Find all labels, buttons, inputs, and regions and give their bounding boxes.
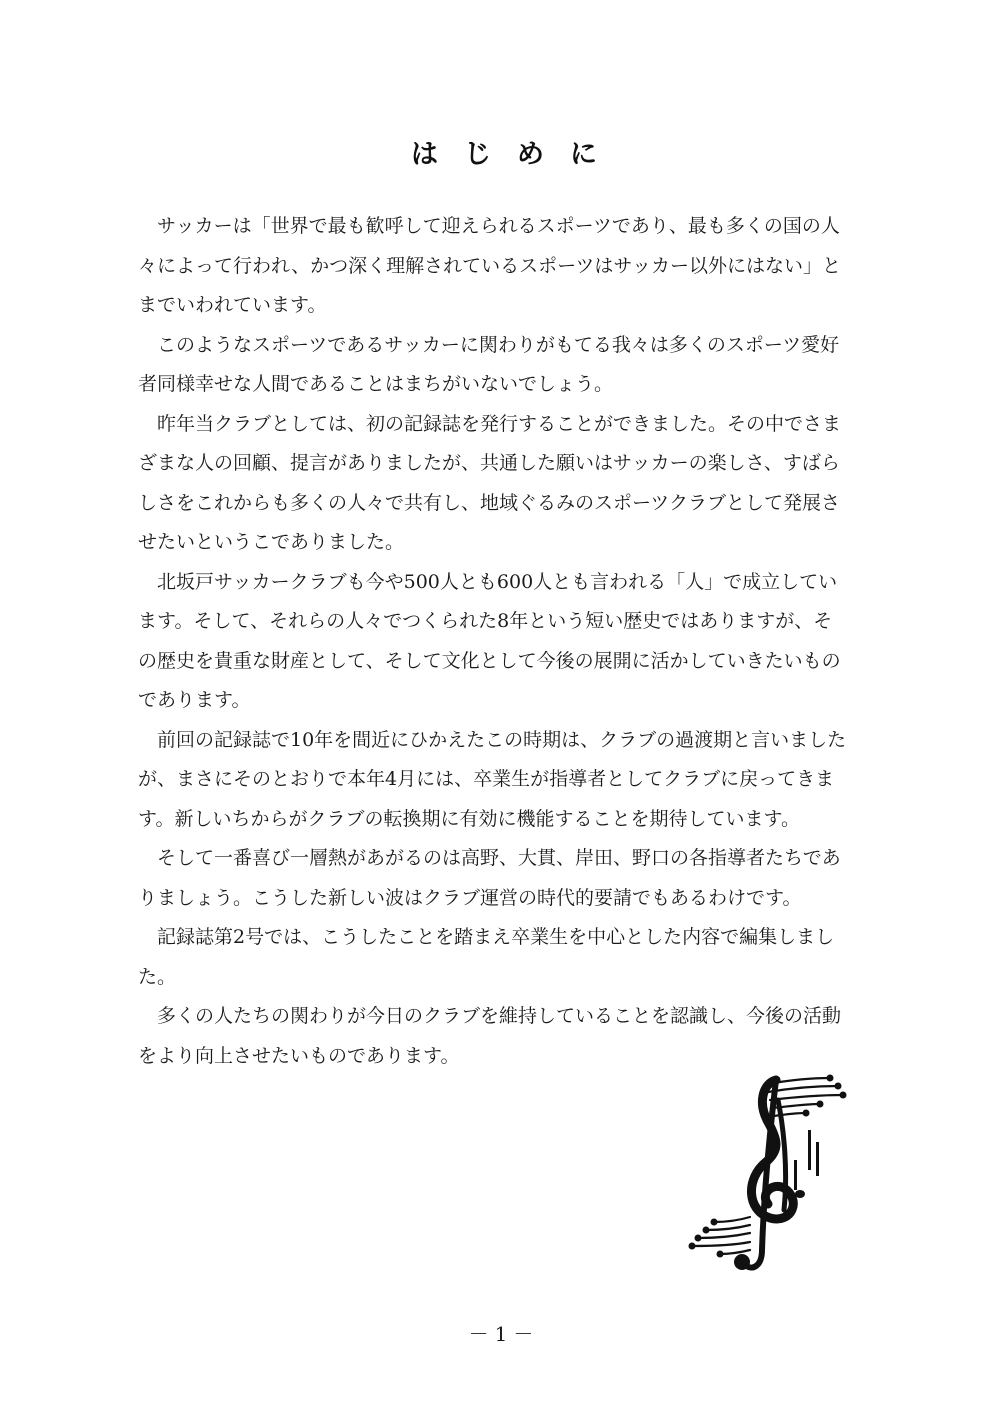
paragraph-line: が、まさにそのとおりで本年4月には、卒業生が指導者としてクラブに戻ってきま <box>138 768 835 790</box>
paragraph-line: ます。そして、それらの人々でつくられた8年という短い歴史ではありますが、そ <box>138 610 833 632</box>
paragraph-line: 北坂戸サッカークラブも今や500人とも600人とも言われる「人」で成立してい <box>157 570 838 593</box>
paragraph-line: せたいというこでありました。 <box>138 531 405 553</box>
paragraph-line: 々によって行われ、かつ深く理解されているスポーツはサッカー以外にはない」と <box>138 254 842 277</box>
paragraph-line: 昨年当クラブとしては、初の記録誌を発行することができました。その中でさま <box>157 412 842 435</box>
treble-clef-icon <box>680 1070 860 1280</box>
body-text <box>138 207 868 1076</box>
paragraph-line: 者同様幸せな人間であることはまちがいないでしょう。 <box>138 373 614 395</box>
paragraph-line: の歴史を貴重な財産として、そして文化として今後の展開に活かしていきたいもの <box>138 649 841 672</box>
paragraph-line: であります。 <box>138 689 251 711</box>
page-number: －1－ <box>468 1322 540 1346</box>
paragraph-line: 前回の記録誌で10年を間近にひかえたこの時期は、クラブの過渡期と言いました <box>157 728 847 751</box>
paragraph-line: サッカーは「世界で最も歓呼して迎えられるスポーツであり、最も多くの国の人 <box>157 215 840 237</box>
paragraph-line: そして一番喜び一層熱があがるのは高野、大貫、岸田、野口の各指導者たちであ <box>157 847 841 869</box>
paragraph-line: ざまな人の回顧、提言がありましたが、共通した願いはサッカーの楽しさ、すばら <box>138 452 840 474</box>
paragraph-line: た。 <box>138 965 177 988</box>
paragraph-line: 多くの人たちの関わりが今日のクラブを維持していることを認識し、今後の活動 <box>157 1005 842 1027</box>
paragraph-line: しさをこれからも多くの人々で共有し、地域ぐるみのスポーツクラブとして発展さ <box>138 491 841 514</box>
page-title: はじめに <box>411 139 623 170</box>
paragraph-line: 記録誌第2号では、こうしたことを踏まえ卒業生を中心とした内容で編集しまし <box>157 926 835 948</box>
paragraph-line: りましょう。こうした新しい波はクラブ運営の時代的要請でもあるわけです。 <box>138 886 802 909</box>
paragraph-line: をより向上させたいものであります。 <box>138 1044 460 1067</box>
paragraph-line: このようなスポーツであるサッカーに関わりがもてる我々は多くのスポーツ愛好 <box>157 333 840 356</box>
paragraph-line: す。新しいちからがクラブの転換期に有効に機能することを期待しています。 <box>138 807 800 830</box>
paragraph-line: までいわれています。 <box>138 294 327 316</box>
